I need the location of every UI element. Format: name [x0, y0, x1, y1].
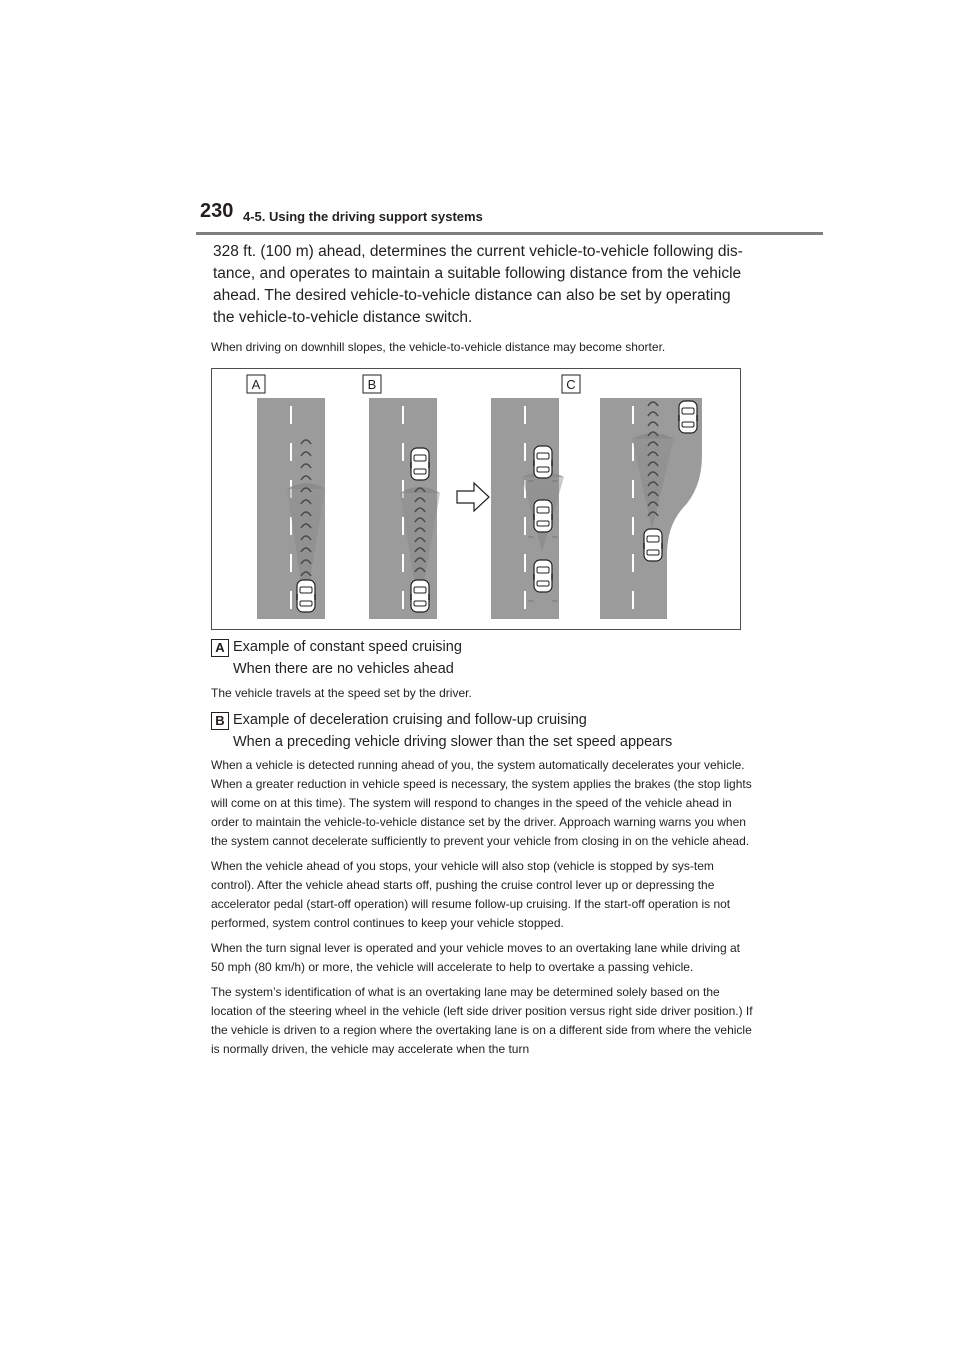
- road-c: [600, 398, 702, 629]
- item-a-body: The vehicle travels at the speed set by the driver.: [211, 686, 472, 700]
- tag-b: B: [211, 712, 229, 730]
- svg-text:,,,: ,,,: [552, 596, 558, 603]
- preceding-vehicle-b: [411, 448, 429, 480]
- svg-text:B: B: [367, 377, 377, 392]
- figure-label-c: [562, 375, 580, 393]
- item-a-heading: [233, 636, 462, 680]
- preceding-vehicle-b2: [534, 446, 552, 478]
- item-b-paragraph: When the turn signal lever is operated and your vehicle moves to an overtaking lane while driving at 50 mph (80 km/h) or more, the vehicle will accelerate to help to overtake a passing vehicle.: [211, 941, 740, 974]
- item-b-title: Example of deceleration cruising and follow-up cruising: [233, 712, 587, 728]
- road-b-after: [491, 398, 564, 629]
- svg-text:,,,: ,,,: [552, 532, 558, 539]
- figure-label-a: [247, 375, 265, 393]
- item-b-paragraph: The system’s identification of what is an overtaking lane may be determined solely based on the location of the steering wheel in the vehicle (left side driver position versus right side driver position.) If the vehicle is driven to a region where the overtaking lane is on a different side from where the vehicle is normally driven, the vehicle may accelerate when the turn: [211, 985, 753, 1056]
- item-a-subtitle: When there are no vehicles ahead: [233, 661, 454, 677]
- svg-text:,,,: ,,,: [528, 532, 534, 539]
- own-vehicle-b: [411, 580, 429, 612]
- road-b-before: [369, 398, 440, 629]
- page-number: 230: [200, 200, 234, 222]
- rear-vehicle-b2: [534, 560, 552, 592]
- svg-text:A: A: [251, 377, 261, 392]
- item-b-body: [211, 756, 756, 1065]
- svg-text:,,,: ,,,: [552, 476, 558, 483]
- own-vehicle-c: [644, 529, 662, 561]
- item-a-title: Example of constant speed cruising: [233, 639, 462, 655]
- item-b-paragraph: When a vehicle is detected running ahead of you, the system automatically decelerates your vehicle. When a greater reduction in vehicle speed is necessary, the system applies the brakes (the stop lights will come on at this time). The system will respond to changes in the speed of the vehicle ahead in order to maintain the vehicle-to-vehicle distance set by the driver. Approach warning warns you when the system cannot decelerate sufficiently to prevent your vehicle from closing in on the vehicle ahead.: [211, 758, 752, 848]
- cruise-diagram: [211, 368, 741, 630]
- following-vehicle-b2: [534, 500, 552, 532]
- svg-text:,,,: ,,,: [528, 476, 534, 483]
- figure-label-b: [363, 375, 381, 393]
- downhill-note: When driving on downhill slopes, the vehicle-to-vehicle distance may become shorter.: [211, 340, 666, 354]
- own-vehicle-a: [297, 580, 315, 612]
- svg-text:C: C: [566, 377, 576, 392]
- svg-text:,,,: ,,,: [528, 596, 534, 603]
- header-divider: [196, 232, 823, 235]
- passing-vehicle-c: [679, 401, 697, 433]
- tag-a: A: [211, 639, 229, 657]
- item-b-heading: [233, 709, 672, 753]
- road-a: [257, 398, 325, 629]
- section-title: 4-5. Using the driving support systems: [243, 209, 483, 224]
- item-b-paragraph: When the vehicle ahead of you stops, your vehicle will also stop (vehicle is stopped by sys-tem control). After the vehicle ahead starts off, pushing the cruise control lever up or depressing the accelerator pedal (start-off operation) will resume follow-up cruising. If the start-off operation is not performed, system control continues to keep your vehicle stopped.: [211, 859, 731, 930]
- intro-paragraph: 328 ft. (100 m) ahead, determines the current vehicle-to-vehicle following dis-tance, and operates to maintain a suitable following distance from the vehicle ahead. The desired vehicle-to-vehicle distance can also be set by operating the vehicle-to-vehicle distance switch.: [213, 243, 743, 326]
- transition-arrow: [457, 483, 489, 511]
- item-b-subtitle: When a preceding vehicle driving slower than the set speed appears: [233, 734, 673, 750]
